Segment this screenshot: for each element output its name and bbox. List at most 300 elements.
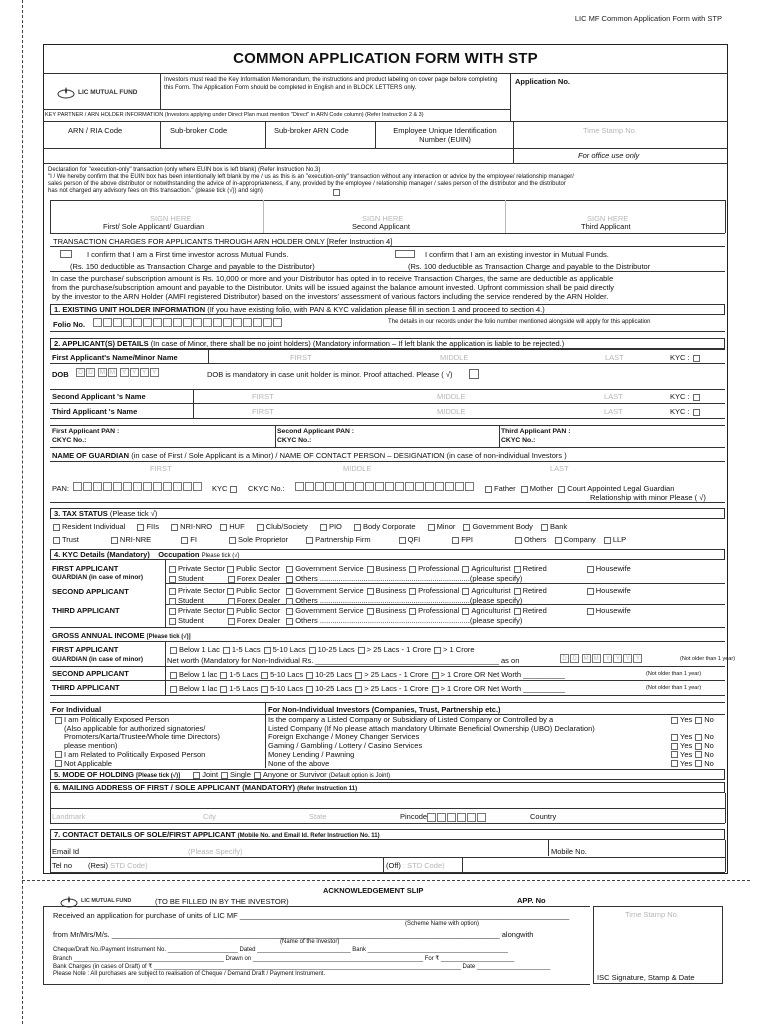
first-time-checkbox[interactable] <box>60 250 72 258</box>
tax-checkbox[interactable] <box>137 524 144 531</box>
declaration-line-2: "I / We hereby confirm that the EUIN box has been intentionally left blank by me / us as this is an "execution-only" transaction without any interaction or advice by the employee/ relationship manager/ <box>48 174 574 180</box>
tax-option: PIO <box>328 522 342 531</box>
declaration-line-3: sales person of the above distributor or notwithstanding the advice of in-appropriateness, if any, provided by the employee / relationship manager / sales person of the distributor and the distributor <box>48 181 566 187</box>
single-checkbox[interactable] <box>221 772 228 779</box>
income-first: FIRST APPLICANT <box>52 645 119 654</box>
occ-checkbox[interactable] <box>462 588 469 595</box>
tax-option: Partnership Firm <box>315 535 371 544</box>
as-on-label: as on <box>501 656 520 665</box>
income-guardian: GUARDIAN (in case of minor) <box>52 656 144 663</box>
income-slab: 1-5 Lacs <box>231 645 261 654</box>
kyc-second <box>670 392 702 401</box>
occ-checkbox[interactable] <box>227 566 234 573</box>
guardian-middle: MIDDLE <box>343 464 372 473</box>
kyc-third-checkbox[interactable] <box>693 409 700 416</box>
tax-checkbox[interactable] <box>354 524 361 531</box>
tax-checkbox[interactable] <box>53 537 60 544</box>
divider <box>265 702 266 768</box>
first-name-first: FIRST <box>290 353 312 362</box>
sec3-heading-text: 3. TAX STATUS <box>54 509 108 518</box>
divider <box>43 121 728 122</box>
dob-box[interactable]: M <box>99 369 106 376</box>
occ-government: Government Service <box>295 606 364 615</box>
second-applicant-label: Second Applicant 's Name <box>52 392 146 401</box>
guardian-ckyc-boxes[interactable] <box>295 482 475 491</box>
nonind-item: Foreign Exchange / Money Changer Services <box>268 732 420 742</box>
section-5-heading <box>50 769 725 780</box>
income-checkbox[interactable] <box>220 686 227 693</box>
dob-box[interactable]: Y <box>140 368 149 377</box>
mother-checkbox[interactable] <box>521 486 528 493</box>
networth-date-boxes[interactable] <box>560 654 643 663</box>
folio-boxes[interactable] <box>93 318 283 327</box>
tax-status-row-2 <box>50 535 626 544</box>
divider <box>50 425 725 426</box>
divider <box>499 425 500 447</box>
income-checkbox[interactable] <box>309 647 316 654</box>
intro-text: Investors must read the Key Information Memorandum, the instructions and product labeling on cover page before completing this Form. The Application Form should be completed in English and in BLOCK LETTERS only. <box>164 77 498 92</box>
received-text: Received an application for purchase of units of LIC MF <box>53 911 238 920</box>
occ-student: Student <box>178 574 204 583</box>
occ-checkbox[interactable] <box>367 566 374 573</box>
folio-label: Folio No. <box>53 320 86 329</box>
occupation-rows: Private Sector Public Sector Government Service Business Professional Agriculturist Retired Housewife Student Forex Dealer Others ........................................................................(please specify) <box>166 564 631 584</box>
no-checkbox[interactable] <box>695 743 702 750</box>
occ-checkbox[interactable] <box>587 608 594 615</box>
pep-item: I am Related to Politically Exposed Person <box>64 749 206 759</box>
ckyc-third-label: CKYC No.: <box>501 437 536 444</box>
no-checkbox[interactable] <box>695 760 702 767</box>
income-slabs-first <box>167 645 475 654</box>
tax-checkbox[interactable] <box>306 537 313 544</box>
no-checkbox[interactable] <box>695 751 702 758</box>
pep-item: Promoters/Karta/Trustee/Whole time Directors) <box>64 732 221 742</box>
existing-text: I confirm that I am an existing investor in Mutual Funds. <box>425 250 609 259</box>
slip-scheme: (Scheme Name with option) <box>405 921 480 927</box>
occ-professional: Professional <box>418 586 460 595</box>
occ-housewife: Housewife <box>595 586 631 595</box>
cut-line-left <box>22 0 23 1024</box>
office-use-label: For office use only <box>578 151 640 160</box>
application-no-label: Application No. <box>515 77 570 86</box>
pep-item: Not Applicable <box>64 758 112 768</box>
from-label: from Mr/Mrs/M/s. <box>53 930 110 939</box>
kyc-third-applicant: THIRD APPLICANT <box>52 606 120 615</box>
occ-others: Others <box>295 596 318 605</box>
divider <box>43 984 590 985</box>
divider <box>50 641 725 642</box>
isc-signature-label: ISC Signature, Stamp & Date <box>597 973 695 982</box>
yes-checkbox[interactable] <box>671 751 678 758</box>
income-checkbox[interactable] <box>261 686 268 693</box>
occ-checkbox[interactable] <box>286 588 293 595</box>
txn-ref: [Refer Instruction 4] <box>326 237 393 246</box>
income-checkbox[interactable] <box>358 647 365 654</box>
tax-checkbox[interactable] <box>463 524 470 531</box>
date-box[interactable]: D <box>570 654 579 663</box>
income-checkbox[interactable] <box>355 686 362 693</box>
not-older-3: (Not older than 1 year) <box>646 685 702 691</box>
divider <box>160 73 161 109</box>
sec3-sub: (Please tick √) <box>109 509 158 518</box>
drawn-label: Drawn on <box>225 956 252 962</box>
tax-option: FI <box>190 535 197 544</box>
dob-box[interactable]: Y <box>120 368 129 377</box>
income-slab: 5-10 Lacs <box>272 645 306 654</box>
sec4-tick: Please tick (√) <box>201 553 240 559</box>
sec6-heading-text: 6. MAILING ADDRESS OF FIRST / SOLE APPLICANT (MANDATORY) <box>54 783 295 792</box>
kyc-second-applicant: SECOND APPLICANT <box>52 587 129 596</box>
occ-checkbox[interactable] <box>462 608 469 615</box>
occ-checkbox[interactable] <box>169 588 176 595</box>
divider <box>725 840 726 872</box>
income-slab: > 25 Lacs - 1 Crore <box>366 645 432 654</box>
logo-text: LIC MUTUAL FUND <box>81 898 132 904</box>
ckyc-second-label: CKYC No.: <box>277 437 312 444</box>
sec7-ref: (Mobile No. and Email Id. Refer Instruction No. 11) <box>237 833 380 839</box>
declaration-checkbox[interactable] <box>333 189 340 196</box>
income-slab: 5-10 Lacs <box>270 684 304 693</box>
occupation-rows-second: Private Sector Public Sector Government Service Business Professional Agriculturist Retired Housewife Student Forex Dealer Others ........................................................................(please specify) <box>166 586 631 606</box>
yes-checkbox[interactable] <box>671 743 678 750</box>
occ-student: Student <box>178 596 204 605</box>
occ-agriculturist: Agriculturist <box>471 564 511 573</box>
first-time-text: I confirm that I am a First time investor across Mutual Funds. <box>87 250 289 259</box>
pep-checkbox[interactable] <box>55 751 62 758</box>
income-slab: 1-5 Lacs <box>229 684 259 693</box>
slip-note: Please Note : All purchases are subject to realisation of Cheque / Demand Draft / Payment Instrument. <box>53 971 326 977</box>
tax-checkbox[interactable] <box>171 524 178 531</box>
tax-checkbox[interactable] <box>452 537 459 544</box>
tax-checkbox[interactable] <box>541 524 548 531</box>
income-slab: 5-10 Lacs <box>270 670 304 679</box>
date-box[interactable]: M <box>583 656 589 662</box>
occ-checkbox[interactable] <box>409 608 416 615</box>
occ-checkbox[interactable] <box>169 566 176 573</box>
income-checkbox[interactable] <box>264 647 271 654</box>
yes-checkbox[interactable] <box>671 717 678 724</box>
occ-student: Student <box>178 616 204 625</box>
occ-checkbox[interactable] <box>228 618 235 625</box>
income-slab: > 1 Crore <box>443 645 475 654</box>
joint-label: Joint <box>202 770 219 779</box>
income-checkbox[interactable] <box>261 672 268 679</box>
divider <box>50 363 725 364</box>
occ-retired: Retired <box>522 564 547 573</box>
txn-heading-text: TRANSACTION CHARGES FOR APPLICANTS THROUGH ARN HOLDER ONLY <box>53 237 325 246</box>
income-checkbox[interactable] <box>170 686 177 693</box>
kyc-second-checkbox[interactable] <box>693 394 700 401</box>
occ-checkbox[interactable] <box>227 588 234 595</box>
occ-checkbox[interactable] <box>286 576 293 583</box>
occ-checkbox[interactable] <box>587 566 594 573</box>
income-slabs-second: Below 1 lac 1-5 Lacs 5-10 Lacs 10-25 Lacs > 25 Lacs - 1 Crore > 1 Crore OR Net Worth __________ <box>167 670 565 679</box>
sec7-heading-text: 7. CONTACT DETAILS OF SOLE/FIRST APPLICANT <box>54 830 236 839</box>
section-6-heading <box>50 782 725 793</box>
guardian-label: NAME OF GUARDIAN <box>52 451 130 460</box>
date-box[interactable]: D <box>560 654 569 663</box>
txn-note-3: by the investor to the ARN Holder (AMFI registered Distributor) based on the investors' assessment of various factors including the service rendered by the ARN Holder. <box>52 292 609 301</box>
tax-checkbox[interactable] <box>428 524 435 531</box>
document-label: LIC MF Common Application Form with STP <box>574 14 722 23</box>
occ-checkbox[interactable] <box>514 588 521 595</box>
tax-checkbox[interactable] <box>53 524 60 531</box>
occ-checkbox[interactable] <box>367 588 374 595</box>
state-label: State <box>309 812 327 821</box>
divider <box>43 109 510 110</box>
occ-checkbox[interactable] <box>286 566 293 573</box>
guardian-first: FIRST <box>150 464 172 473</box>
no-label: No <box>704 749 714 759</box>
sign-here-2: SIGN HERE <box>362 214 404 223</box>
form-title: COMMON APPLICATION FORM WITH STP <box>233 50 538 67</box>
tax-checkbox[interactable] <box>515 537 522 544</box>
landmark-label: Landmark <box>52 812 86 821</box>
guardian-sub: (in case of First / Sole Applicant is a Minor) / NAME OF CONTACT PERSON – DESIGNATION (in case of non-individual Investors ) <box>131 451 567 460</box>
dob-box[interactable]: M <box>109 369 116 376</box>
divider <box>50 389 725 390</box>
divider <box>725 200 726 233</box>
income-checkbox[interactable] <box>306 686 313 693</box>
occ-business: Business <box>375 606 407 615</box>
tax-checkbox[interactable] <box>257 524 264 531</box>
no-checkbox[interactable] <box>695 734 702 741</box>
tax-checkbox[interactable] <box>555 537 562 544</box>
tax-option: LLP <box>612 535 627 544</box>
date-box[interactable]: Y <box>623 654 632 663</box>
occ-checkbox[interactable] <box>169 576 176 583</box>
occ-checkbox[interactable] <box>462 566 469 573</box>
nonind-item: Listed Company (If No please attach mandatory Ultimate Beneficial Ownership (UBO) Declaration) <box>268 723 595 733</box>
declaration-line-1: Declaration for "execution-only" transaction (only where EUIN box is left blank) (Refer Instruction No.3) <box>48 167 321 173</box>
date-label: Date <box>462 964 476 970</box>
divider <box>50 246 725 247</box>
kyc-guardian: GUARDIAN (in case of minor) <box>52 574 144 581</box>
income-slab: Below 1 lac <box>179 670 218 679</box>
existing-checkbox[interactable] <box>395 250 415 258</box>
divider <box>50 680 725 681</box>
occ-checkbox[interactable] <box>169 618 176 625</box>
occ-private: Private Sector <box>178 606 226 615</box>
income-heading <box>52 631 191 640</box>
income-checkbox[interactable] <box>355 672 362 679</box>
income-checkbox[interactable] <box>170 647 177 654</box>
divider <box>50 627 725 628</box>
slip-received: Received an application for purchase of units of LIC MF _______________________________________________________________________________ <box>53 911 570 920</box>
no-checkbox[interactable] <box>695 717 702 724</box>
dob-box[interactable]: D <box>76 368 85 377</box>
occ-checkbox[interactable] <box>169 608 176 615</box>
occupation-label: Occupation <box>158 550 200 559</box>
sec1-heading-text: 1. EXISTING UNIT HOLDER INFORMATION <box>54 305 206 314</box>
third-name-last: LAST <box>604 407 623 416</box>
joint-checkbox[interactable] <box>193 772 200 779</box>
pep-item: I am Politically Exposed Person <box>64 715 170 724</box>
occ-forex: Forex Dealer <box>236 596 281 605</box>
divider <box>50 233 725 234</box>
tax-checkbox[interactable] <box>229 537 236 544</box>
occ-checkbox[interactable] <box>286 598 293 605</box>
tax-checkbox[interactable] <box>604 537 611 544</box>
yes-label: Yes <box>680 732 693 742</box>
section-1-heading <box>50 304 725 315</box>
pan-first-label: First Applicant PAN : <box>52 428 120 435</box>
kyc-first <box>670 353 702 362</box>
occ-checkbox[interactable] <box>169 598 176 605</box>
yes-no-column <box>668 716 714 768</box>
guardian-kyc-checkbox[interactable] <box>230 486 237 493</box>
occ-checkbox[interactable] <box>367 608 374 615</box>
deduct-100: (Rs. 100 deductible as Transaction Charge and payable to the Distributor <box>408 262 651 271</box>
dob-box[interactable]: Y <box>150 368 159 377</box>
occ-checkbox[interactable] <box>228 576 235 583</box>
not-older-1: (Not older than 1 year) <box>680 656 736 662</box>
divider <box>43 906 590 907</box>
divider <box>548 840 549 856</box>
declaration-line-4: has not charged any advisory fees on this transaction." (please tick (√)) and sign) <box>48 188 263 194</box>
dob-box[interactable]: Y <box>130 368 139 377</box>
pep-checkbox[interactable] <box>55 717 62 724</box>
kyc-label: KYC <box>212 484 228 493</box>
divider <box>50 349 725 350</box>
not-older-2: (Not older than 1 year) <box>646 671 702 677</box>
yes-checkbox[interactable] <box>671 734 678 741</box>
occ-specify: (please specify) <box>469 574 523 583</box>
income-checkbox[interactable] <box>170 672 177 679</box>
income-slab: > 1 Crore OR Net Worth <box>440 684 522 693</box>
for-label: For ₹ <box>424 956 440 962</box>
income-slab: > 25 Lacs - 1 Crore <box>364 670 429 679</box>
tax-option: Others <box>524 535 547 544</box>
tel-off <box>386 861 445 870</box>
divider <box>513 121 514 163</box>
divider <box>43 73 728 74</box>
ckyc-first-label: CKYC No.: <box>52 437 87 444</box>
income-slab: 10-25 Lacs <box>317 645 355 654</box>
no-label: No <box>704 715 714 724</box>
third-name-first: FIRST <box>252 407 274 416</box>
tax-checkbox[interactable] <box>181 537 188 544</box>
income-checkbox[interactable] <box>434 647 441 654</box>
divider <box>383 857 384 872</box>
anyone-label: Anyone or Survivor <box>262 770 327 779</box>
kyc-first-checkbox[interactable] <box>693 355 700 362</box>
father-checkbox[interactable] <box>485 486 492 493</box>
slip-app-no: APP. No <box>517 896 546 905</box>
branch-label: Branch <box>53 956 73 962</box>
occ-retired: Retired <box>522 606 547 615</box>
occ-public: Public Sector <box>236 606 281 615</box>
pep-individual-heading: For Individual <box>52 705 102 714</box>
ack-slip-heading: ACKNOWLEDGEMENT SLIP <box>323 886 424 895</box>
section-4-heading <box>50 549 725 560</box>
income-checkbox[interactable] <box>432 672 439 679</box>
occ-checkbox[interactable] <box>286 618 293 625</box>
dob-box[interactable]: D <box>86 368 95 377</box>
income-checkbox[interactable] <box>220 672 227 679</box>
second-name-first: FIRST <box>252 392 274 401</box>
occ-checkbox[interactable] <box>514 566 521 573</box>
divider <box>50 418 725 419</box>
signatory-third: Third Applicant <box>581 222 631 231</box>
tax-status-row-1 <box>50 522 567 531</box>
income-slab: > 1 Crore OR Net Worth <box>440 670 522 679</box>
guardian-pan-boxes[interactable] <box>73 482 203 491</box>
signatory-first: First/ Sole Applicant/ Guardian <box>103 222 205 231</box>
tax-checkbox[interactable] <box>320 524 327 531</box>
yes-label: Yes <box>680 741 693 751</box>
occ-forex: Forex Dealer <box>236 616 281 625</box>
key-partner-text: KEY PARTNER / ARN HOLDER INFORMATION (Investors applying under Direct Plan must mention "Direct" in ARN Code column) (Refer Instruction 2 & 3) <box>45 112 424 118</box>
divider <box>43 148 728 149</box>
divider <box>50 808 725 809</box>
dob-boxes[interactable] <box>76 368 160 377</box>
tel-label: Tel no <box>52 861 73 870</box>
date-box[interactable]: Y <box>633 654 642 663</box>
kyc-first-applicant: FIRST APPLICANT <box>52 564 119 573</box>
occ-checkbox[interactable] <box>514 608 521 615</box>
date-box[interactable]: Y <box>603 654 612 663</box>
divider <box>50 840 51 872</box>
income-slab: 10-25 Lacs <box>315 684 353 693</box>
pep-checkbox[interactable] <box>55 760 62 767</box>
tax-checkbox[interactable] <box>399 537 406 544</box>
pep-nonind-heading: For Non-Individual Investors (Companies, Trust, Partnership etc.) <box>268 705 501 714</box>
income-checkbox[interactable] <box>223 647 230 654</box>
broker-col-euin: Employee Unique Identification Number (EUIN) <box>393 126 497 144</box>
occ-checkbox[interactable] <box>587 588 594 595</box>
occ-checkbox[interactable] <box>228 598 235 605</box>
date-box[interactable]: M <box>593 656 599 662</box>
anyone-checkbox[interactable] <box>254 772 261 779</box>
dob-proof-checkbox[interactable] <box>469 369 479 379</box>
resi-label: (Resi) <box>88 861 108 870</box>
tax-option: Company <box>563 535 596 544</box>
divider <box>505 200 506 233</box>
tax-checkbox[interactable] <box>111 537 118 544</box>
broker-col-subbroker: Sub-broker Code <box>170 126 228 135</box>
occ-checkbox[interactable] <box>227 608 234 615</box>
mobile-label: Mobile No. <box>551 847 587 856</box>
networth-label: Net worth (Mandatory for Non-Individual Rs. <box>167 656 314 665</box>
mother-label: Mother <box>529 484 554 493</box>
occ-public: Public Sector <box>236 564 281 573</box>
folio-note: The details in our records under the folio number mentioned alongside will apply for this application <box>388 319 651 325</box>
occ-checkbox[interactable] <box>409 566 416 573</box>
income-slab: 10-25 Lacs <box>315 670 353 679</box>
divider <box>50 666 725 667</box>
divider <box>160 121 161 148</box>
broker-col-arn: ARN / RIA Code <box>68 126 123 135</box>
no-label: No <box>704 741 714 751</box>
income-checkbox[interactable] <box>432 686 439 693</box>
date-box[interactable]: Y <box>613 654 622 663</box>
occ-professional: Professional <box>418 564 460 573</box>
income-checkbox[interactable] <box>306 672 313 679</box>
guardian-kyc <box>212 484 239 493</box>
tax-checkbox[interactable] <box>220 524 227 531</box>
tax-option: NRI-NRO <box>180 522 213 531</box>
cheque-label: Cheque/Draft No./Payment Instrument No. <box>53 947 167 953</box>
divider <box>43 906 44 984</box>
divider <box>50 502 725 503</box>
occ-checkbox[interactable] <box>286 608 293 615</box>
occ-agriculturist: Agriculturist <box>471 606 511 615</box>
court-guardian-checkbox[interactable] <box>558 486 565 493</box>
occ-specify: (please specify) <box>469 616 523 625</box>
occ-checkbox[interactable] <box>409 588 416 595</box>
yes-checkbox[interactable] <box>671 760 678 767</box>
